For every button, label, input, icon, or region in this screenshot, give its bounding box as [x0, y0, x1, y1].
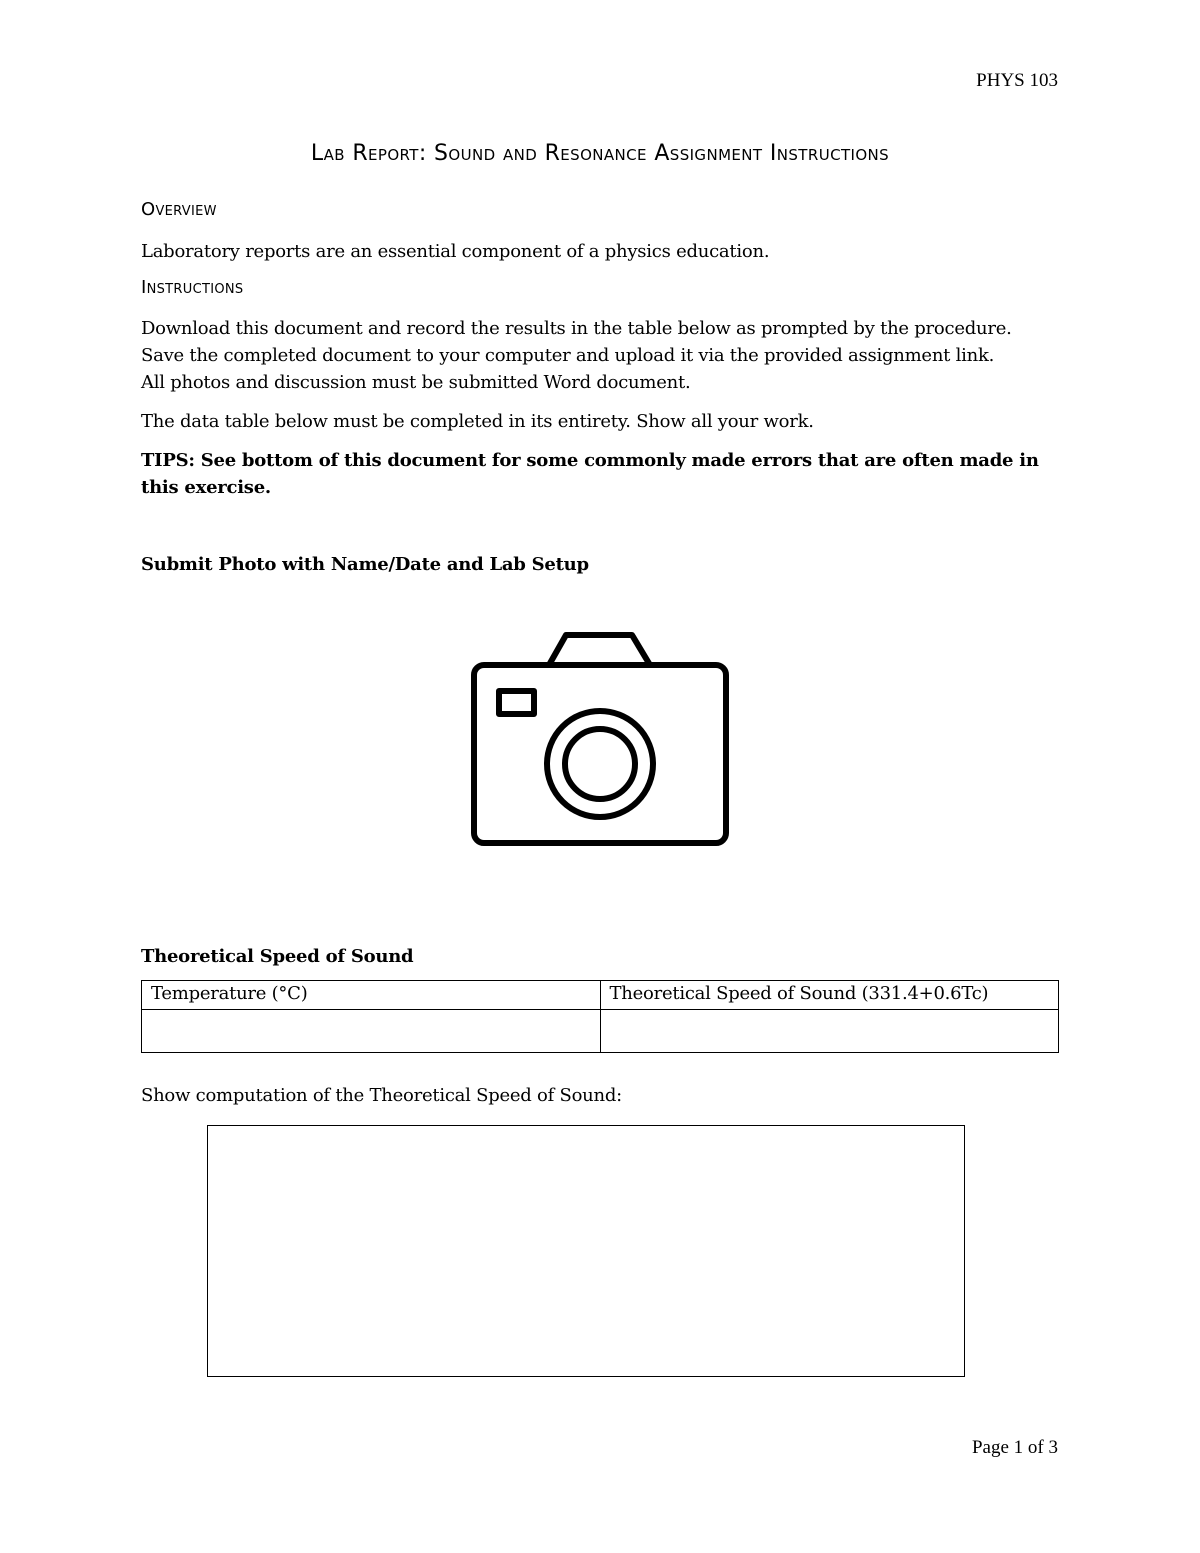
speed-header: Theoretical Speed of Sound (331.4+0.6Tc) — [600, 981, 1059, 1010]
photo-section-label: Submit Photo with Name/Date and Lab Setup — [141, 554, 589, 575]
instructions-heading: Instructions — [141, 277, 244, 298]
theoretical-heading: Theoretical Speed of Sound — [141, 946, 414, 967]
tips-text: TIPS: See bottom of this document for some commonly made errors that are often made in this exercise. — [141, 450, 1039, 498]
table-row — [142, 1010, 1059, 1053]
theoretical-table — [141, 980, 1059, 1053]
overview-heading: Overview — [141, 199, 217, 220]
speed-cell[interactable] — [600, 1010, 1059, 1053]
table-header-row — [142, 981, 1059, 1010]
instructions-line-2: Save the completed document to your computer and upload it via the provided assignment link. — [141, 345, 995, 366]
overview-text: Laboratory reports are an essential component of a physics education. — [141, 241, 770, 262]
computation-label: Show computation of the Theoretical Speed of Sound: — [141, 1085, 622, 1106]
instructions-line-3: All photos and discussion must be submitted Word document. — [141, 372, 691, 393]
instructions-line-1: Download this document and record the results in the table below as prompted by the procedure. — [141, 318, 1012, 339]
instructions-paragraph-1 — [141, 315, 1071, 396]
document-title: Lab Report: Sound and Resonance Assignment Instructions — [310, 141, 890, 166]
course-header: PHYS 103 — [976, 70, 1058, 91]
camera-icon[interactable] — [470, 630, 730, 854]
computation-box[interactable] — [207, 1125, 965, 1377]
instructions-paragraph-2: The data table below must be completed in its entirety. Show all your work. — [141, 411, 814, 432]
temperature-cell[interactable] — [142, 1010, 601, 1053]
temperature-header: Temperature (°C) — [142, 981, 601, 1010]
page-number: Page 1 of 3 — [971, 1437, 1058, 1458]
